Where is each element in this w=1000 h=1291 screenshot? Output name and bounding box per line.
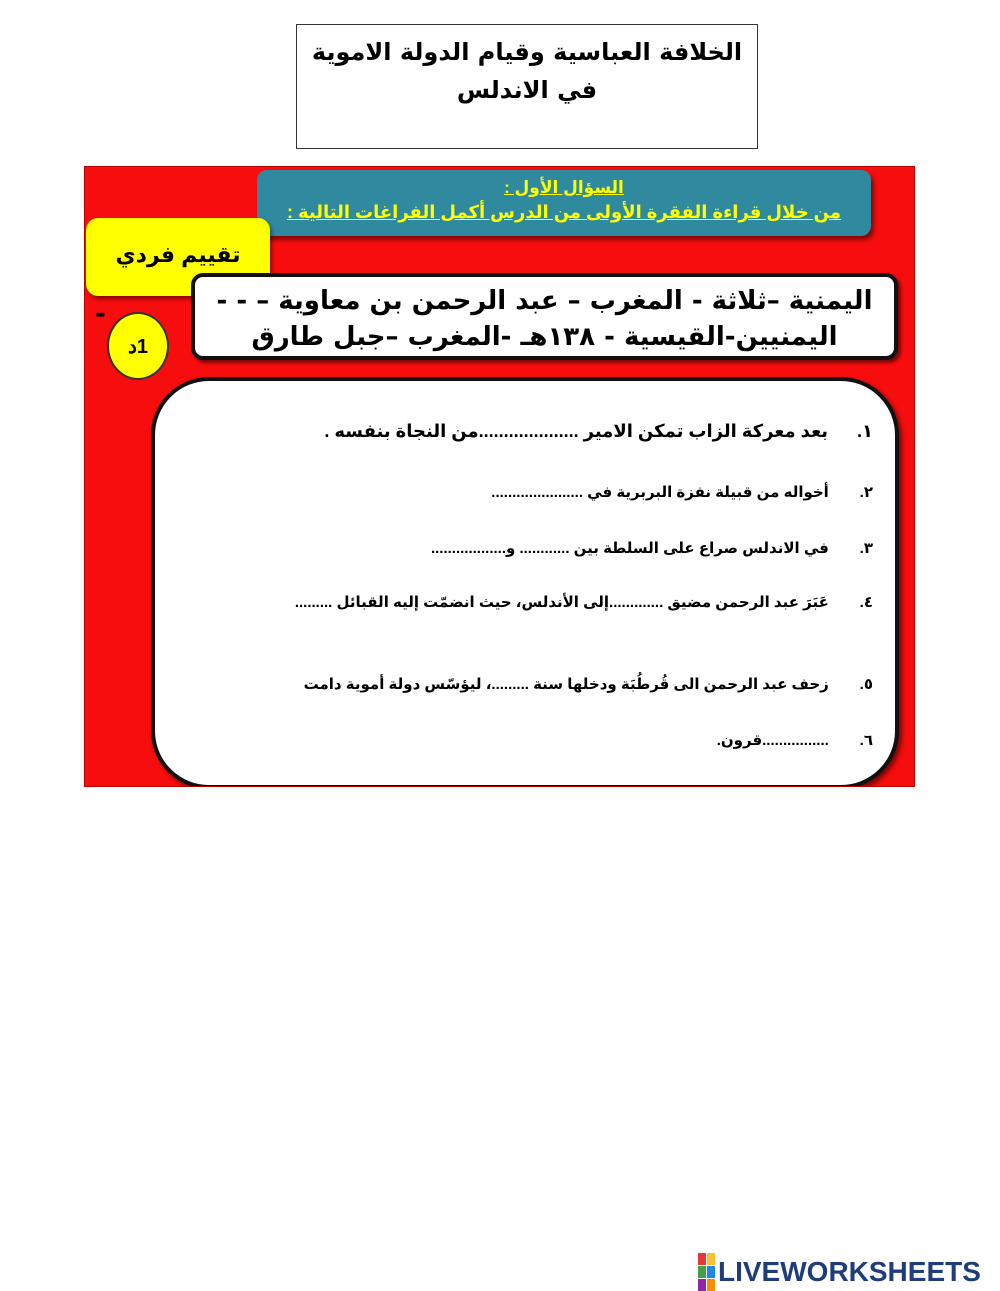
title-box bbox=[296, 24, 758, 149]
logo-block-3 bbox=[698, 1266, 706, 1278]
worksheet-title: الخلافة العباسية وقيام الدولة الاموية في الاندلس bbox=[311, 38, 743, 104]
brand-name: LIVEWORKSHEETS bbox=[718, 1256, 981, 1287]
question-number-4: ٤. bbox=[859, 594, 873, 611]
question-number-6: ٦. bbox=[859, 732, 873, 749]
question-item-6[interactable] bbox=[717, 731, 873, 749]
question-item-3[interactable] bbox=[431, 539, 873, 557]
dash-mark: - bbox=[95, 299, 106, 329]
question-number-2: ٢. bbox=[859, 484, 873, 501]
question-text-4: عَبَرَ عبد الرحمن مضيق .............إلى الأندلس، حيث انضمّت إليه القبائل ......... bbox=[294, 594, 829, 611]
logo-block-5 bbox=[698, 1279, 706, 1291]
question-text-3: في الاندلس صراع على السلطة بين ............ و.................. bbox=[430, 540, 829, 557]
evaluation-label: تقييم فردي bbox=[115, 242, 241, 267]
question-text-2: أخواله من قبيلة نفزة البربرية في ...................... bbox=[491, 484, 829, 501]
question-number-1: ١. bbox=[856, 421, 873, 441]
questions-card bbox=[151, 377, 899, 787]
word-bank bbox=[191, 273, 898, 360]
question-number-3: ٣. bbox=[859, 540, 873, 557]
question-text-6: ................قرون. bbox=[716, 732, 829, 749]
logo-block-2 bbox=[707, 1253, 715, 1265]
question-item-5[interactable] bbox=[304, 675, 873, 693]
logo-block-6 bbox=[707, 1279, 715, 1291]
question-panel bbox=[84, 166, 915, 787]
question-number: السؤال الأول : bbox=[504, 178, 624, 197]
word-bank-line-1: اليمنية –ثلاثة - المغرب – عبد الرحمن بن معاوية – - - bbox=[216, 286, 873, 316]
question-header bbox=[257, 170, 871, 236]
question-item-2[interactable] bbox=[491, 483, 873, 501]
word-bank-line-2: اليمنيين-القيسية - ١٣٨هـ -المغرب –جبل طارق bbox=[251, 322, 838, 352]
marks-badge bbox=[107, 312, 169, 380]
question-instruction: من خلال قراءة الفقرة الأولى من الدرس أكمل الفراغات التالية : bbox=[286, 202, 842, 222]
logo-block-4 bbox=[707, 1266, 715, 1278]
logo-icon bbox=[698, 1253, 715, 1291]
marks-value: 1د bbox=[127, 335, 149, 358]
logo-block-1 bbox=[698, 1253, 706, 1265]
question-item-4[interactable] bbox=[295, 593, 873, 611]
question-text-5: زحف عبد الرحمن الى قُرطُبَة ودخلها سنة .........، ليؤسّس دولة أموية دامت bbox=[303, 676, 829, 693]
question-item-1[interactable] bbox=[324, 421, 873, 442]
question-text-1: بعد معركة الزاب تمكن الامير ....................من النجاة بنفسه . bbox=[324, 421, 828, 441]
question-number-5: ٥. bbox=[859, 676, 873, 693]
liveworksheets-logo[interactable] bbox=[698, 1253, 981, 1291]
